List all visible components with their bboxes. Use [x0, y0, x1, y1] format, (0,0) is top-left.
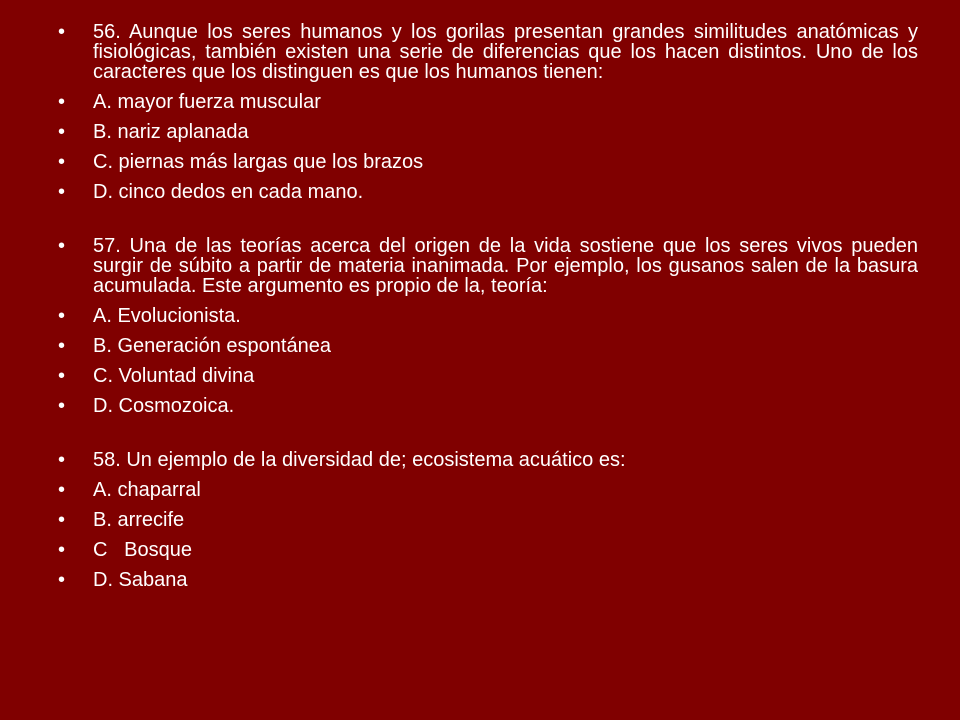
question-56 [58, 22, 918, 82]
option-57-c [58, 366, 918, 386]
option-57-a [58, 306, 918, 326]
bullet-icon: • [58, 395, 66, 417]
bullet-icon: • [58, 91, 66, 113]
option-text: A. mayor fuerza muscular [93, 91, 321, 113]
option-58-b [58, 510, 918, 530]
option-56-c [58, 152, 918, 172]
question-57 [58, 236, 918, 296]
option-56-d [58, 182, 918, 202]
option-text: C. piernas más largas que los brazos [93, 151, 424, 173]
bullet-icon: • [58, 479, 66, 501]
option-58-d [58, 570, 918, 590]
bullet-icon: • [58, 151, 66, 173]
question-58 [58, 450, 918, 470]
question-text: 57. Una de las teorías acerca del origen de la vida sostiene que los seres vivos pueden surgir de súbito a partir de materia inanimada. Por ejemplo, los gusanos salen de la basura acumulada. Este argumento es propio de la, teoría: [93, 235, 918, 297]
bullet-icon: • [58, 569, 66, 591]
option-text: A. chaparral [93, 479, 201, 501]
bullet-icon: • [58, 305, 66, 327]
option-text: B. Generación espontánea [93, 335, 331, 357]
option-56-b [58, 122, 918, 142]
bullet-icon: • [58, 509, 66, 531]
option-text: D. cinco dedos en cada mano. [93, 181, 364, 203]
option-text: C Bosque [93, 539, 192, 561]
option-text: B. nariz aplanada [93, 121, 249, 143]
bullet-icon: • [58, 181, 66, 203]
question-text: 56. Aunque los seres humanos y los gorilas presentan grandes similitudes anatómicas y fisiológicas, también existen una serie de diferencias que los hacen distintos. Uno de los caracteres que los distinguen es que los humanos tienen: [93, 21, 918, 83]
bullet-list [58, 22, 918, 590]
option-57-d [58, 396, 918, 416]
bullet-icon: • [58, 121, 66, 143]
option-text: D. Sabana [93, 569, 188, 591]
option-56-a [58, 92, 918, 112]
option-text: A. Evolucionista. [93, 305, 241, 327]
bullet-icon: • [58, 235, 66, 257]
option-text: C. Voluntad divina [93, 365, 255, 387]
bullet-icon: • [58, 539, 66, 561]
option-text: D. Cosmozoica. [93, 395, 235, 417]
option-text: B. arrecife [93, 509, 185, 531]
option-57-b [58, 336, 918, 356]
bullet-icon: • [58, 449, 66, 471]
bullet-icon: • [58, 365, 66, 387]
question-text: 58. Un ejemplo de la diversidad de; ecosistema acuático es: [93, 449, 626, 471]
option-58-a [58, 480, 918, 500]
bullet-icon: • [58, 335, 66, 357]
option-58-c [58, 540, 918, 560]
bullet-icon: • [58, 21, 66, 43]
